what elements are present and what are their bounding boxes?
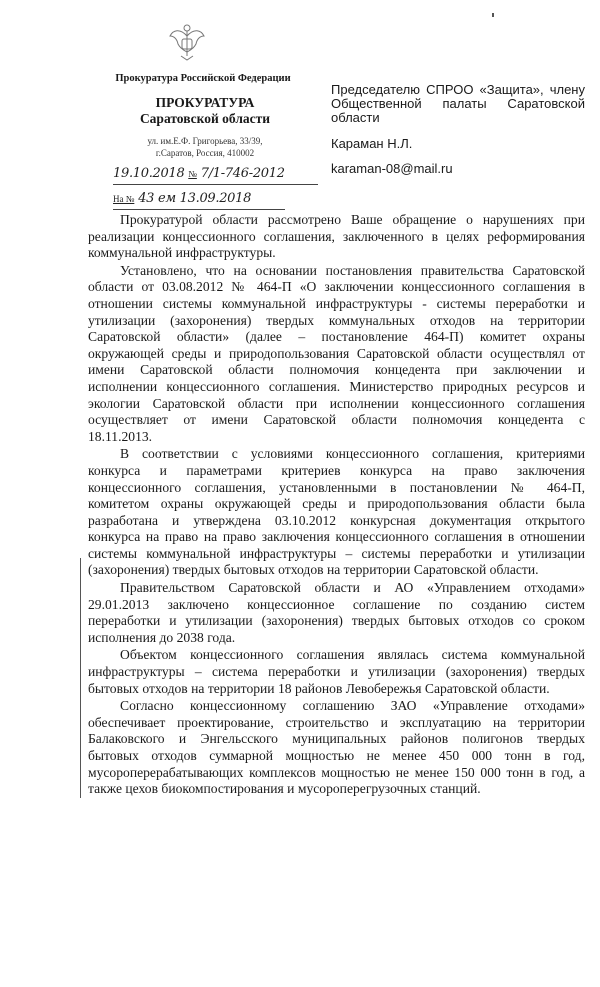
recipient-name: Караман Н.Л. [331,136,413,151]
body-line: Установлено, что на основании постановления правительства Саратовской [120,262,585,278]
coat-of-arms-emblem-icon [168,22,206,62]
reply-reference: 43 ем 13.09.2018 [138,191,252,206]
body-paragraph [88,263,585,446]
body-line: экологии Саратовской области при исполнении концессионного соглашения [88,395,585,411]
body-line: 29.01.2013 заключено концессионное соглашение по созданию систем [88,596,585,612]
body-line: концессионного соглашения, установленными в постановлении № 464-П, [88,479,585,495]
body-line: мусороперерабатывающих комплексов мощностью не менее 150 000 тонн в год, а [88,764,585,780]
scan-speck [492,13,494,17]
body-line: бытовых отходов на территории 18 районов Левобережья Саратовской области. [88,680,550,696]
body-line: обеспечивает проектирование, строительство и эксплуатацию на территории [88,714,585,730]
body-paragraph [88,647,585,697]
department-title: ПРОКУРАТУРА [155,95,255,110]
body-line: Балаковского и Энгельсского муниципальных районов полигонов твердых [88,731,585,747]
body-line: Прокуратурой области рассмотрено Ваше обращение о нарушениях при [120,212,585,227]
body-line: конкурса и параметрами критериев конкурса на право заключения [88,462,585,478]
address-line: ул. им.Е.Ф. Григорьева, 33/39, [147,136,263,146]
body-line: разработана и утверждена 03.10.2012 конкурсная документация открытого [88,512,585,528]
body-line: реализации концессионного соглашения, заключенного в целях реформирования [88,228,585,244]
body-line: 18.11.2013. [88,428,153,444]
recipient-line: Общественной палаты Саратовской [331,96,585,111]
body-line: переработки и утилизации (захоронения) твердых бытовых отходов со сроком [88,613,585,629]
outgoing-date: 19.10.2018 [113,166,185,181]
body-line: исполнения до 2038 года. [88,629,236,645]
outgoing-number: 7/1-746-2012 [200,166,285,181]
reply-label: На № [113,194,135,204]
outgoing-date-number-field [113,164,318,185]
body-line: утилизации (захоронения) твердых коммунальных отходов на территории [88,312,585,328]
organization-name: Прокуратура Российской Федерации [115,73,291,84]
body-line: исполнении концессионного соглашения. Министерство природных ресурсов и [88,378,585,394]
body-line: Саратовской области» (далее – постановление 464-П) комитет охраны [88,329,585,345]
body-line: В соответствии с условиями концессионного соглашения, критериями [120,446,585,462]
department-region: Саратовской области [139,111,271,126]
address [110,135,300,159]
recipient-line: Председателю СПРОО «Защита», члену [331,82,585,97]
body-line: конкурса на право на право заключения концессионного соглашения в отношении [88,529,585,545]
scan-artifact-line [80,558,81,798]
body-paragraph [88,580,585,646]
body-line: коммунальной инфраструктуры. [88,245,276,261]
body-line: Правительством Саратовской области и АО «Управлением отходами» [120,580,585,596]
body-paragraph [88,212,585,262]
body-paragraph [88,698,585,798]
body-line: окружающей среды и природопользования Саратовской области осуществлял от [88,345,585,361]
body-line: области от 03.08.2012 № 464-П «О заключении концессионного соглашения в [88,279,585,295]
body-line: комитетом охраны окружающей среды и природопользования области была [88,496,585,512]
letter-body [88,212,585,799]
body-line: отношении системы коммунальной инфраструктуры - системы переработки и [88,295,585,311]
reply-reference-field [113,189,285,210]
body-paragraph [88,446,585,579]
body-line: бытовых отходов суммарной мощностью не менее 450 000 тонн в год, [88,748,585,763]
number-label: № [188,169,197,179]
body-line: (захоронения) твердых бытовых отходов на территории Саратовской области. [88,562,539,578]
body-line: системы коммунальной инфраструктуры – системы переработки и утилизации [88,545,585,561]
recipient-block [331,83,585,125]
department-heading [110,95,300,127]
body-line: осуществляет от имени Саратовской области полномочия концедента с [88,412,585,428]
body-line: Согласно концессионному соглашению ЗАО «Управление отходами» [120,698,585,714]
address-line: г.Саратов, Россия, 410002 [155,148,255,158]
body-line: инфраструктуры – система переработки и утилизации (захоронения) твердых [88,664,585,680]
body-line: имени Саратовской области полномочия концедента при заключении и [88,362,585,378]
recipient-email: karaman-08@mail.ru [331,161,453,176]
body-line: Объектом концессионного соглашения являлась система коммунальной [120,647,585,663]
body-line: также цехов биокомпостирования и мусороперегрузочных станций. [88,781,481,797]
recipient-line: области [331,110,380,125]
